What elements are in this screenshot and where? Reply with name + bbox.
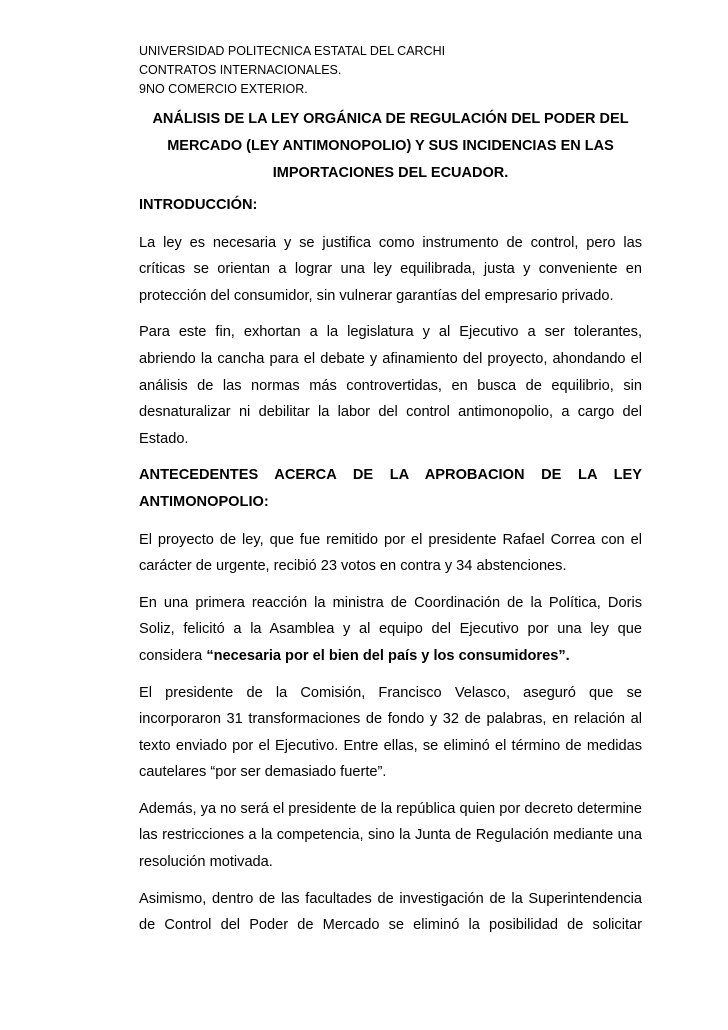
paragraph: La ley es necesaria y se justifica como instrumento de control, pero las críticas se orientan a lograr una ley equilibrada, justa y conveniente en protección del consumidor, sin vulnerar garantías del empresario privado. xyxy=(139,234,642,304)
section-heading-introduccion: INTRODUCCIÓN: xyxy=(139,197,258,213)
header-semester: 9NO COMERCIO EXTERIOR. xyxy=(139,82,308,96)
paragraph: El proyecto de ley, que fue remitido por el presidente Rafael Correa con el carácter de urgente, recibió 23 votos en contra y 34 abstenciones. xyxy=(139,531,642,575)
header-course: CONTRATOS INTERNACIONALES. xyxy=(139,63,342,77)
header-university: UNIVERSIDAD POLITECNICA ESTATAL DEL CARCHI xyxy=(139,44,446,58)
paragraph-text: En una primera reacción la ministra de Coordinación de la Política, Doris Soliz, felicitó a la Asamblea y al equipo del Ejecutivo por una ley que considera xyxy=(139,594,642,664)
quote-bold: “necesaria por el bien del país y los consumidores”. xyxy=(206,647,570,664)
paragraph xyxy=(139,590,642,670)
paragraph: Para este fin, exhortan a la legislatura y al Ejecutivo a ser tolerantes, abriendo la cancha para el debate y afinamiento del proyecto, ahondando el análisis de las normas más controvertidas, en busca de equilibrio, sin desnaturalizar ni debilitar la labor del control antimonopolio, a cargo del Estado. xyxy=(139,324,642,447)
document-body xyxy=(139,192,642,949)
document-title: ANÁLISIS DE LA LEY ORGÁNICA DE REGULACIÓN DEL PODER DEL MERCADO (LEY ANTIMONOPOLIO) Y SUS INCIDENCIAS EN LAS IMPORTACIONES DEL ECUADOR. xyxy=(152,111,629,181)
section-heading-antecedentes: ANTECEDENTES ACERCA DE LA APROBACION DE LA LEY ANTIMONOPOLIO: xyxy=(139,467,642,510)
paragraph: Asimismo, dentro de las facultades de investigación de la Superintendencia de Control del Poder de Mercado se eliminó la posibilidad de solicitar xyxy=(139,890,642,934)
paragraph: Además, ya no será el presidente de la república quien por decreto determine las restricciones a la competencia, sino la Junta de Regulación mediante una resolución motivada. xyxy=(139,800,642,871)
document-header xyxy=(139,42,445,99)
paragraph: El presidente de la Comisión, Francisco Velasco, aseguró que se incorporaron 31 transformaciones de fondo y 32 de palabras, en relación al texto enviado por el Ejecutivo. Entre ellas, se eliminó el término de medidas cautelares “por ser demasiado fuerte”. xyxy=(139,684,642,781)
